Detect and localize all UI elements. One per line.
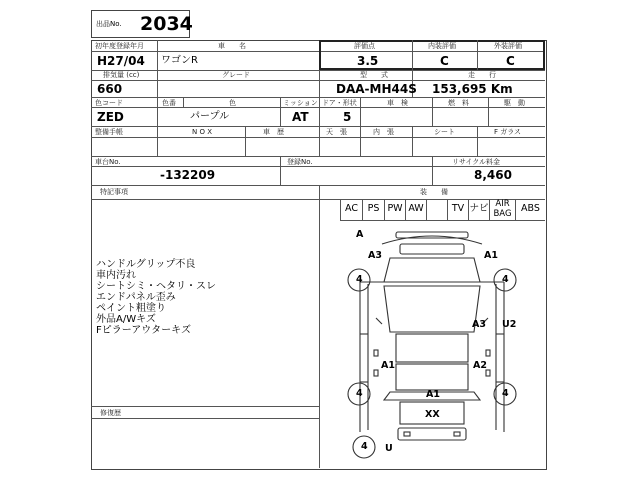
mark-a-front: A	[356, 229, 364, 240]
seat-label: シート	[434, 128, 455, 136]
mileage-value: 153,695 Km	[432, 82, 513, 96]
mileage-label: 走 行	[468, 71, 496, 79]
lot-label: 出品No.	[96, 20, 122, 28]
chassis-value: -132209	[160, 168, 216, 182]
equip-abs: ABS	[515, 199, 545, 221]
mark-a2-right-rear: A2	[473, 360, 487, 371]
equip-ac: AC	[340, 199, 362, 221]
mark-a3-left-front: A3	[368, 250, 382, 261]
displacement-value: 660	[97, 82, 123, 96]
maintenance-book-label: 整備手帳	[95, 128, 123, 136]
equip-ps: PS	[362, 199, 384, 221]
note-line: 車内汚れ	[96, 270, 136, 281]
equip-airbag: AIR BAG	[489, 199, 515, 221]
notes-label: 特記事項	[100, 188, 128, 196]
exterior-label: 外装評価	[494, 42, 522, 50]
color-label: 色	[229, 99, 236, 107]
color-code-label: 色コード	[95, 99, 123, 107]
registration-label: 登録No.	[287, 158, 313, 166]
equip-tv: TV	[447, 199, 468, 221]
car-name-value: ワゴンR	[161, 55, 198, 66]
color-value: パープル	[190, 111, 230, 122]
note-line: 外品A/Wキズ	[96, 314, 156, 325]
tire-front-left: 4	[356, 274, 363, 285]
mark-u-bottom: U	[385, 443, 393, 454]
equip-blank	[426, 199, 447, 221]
equip-navi: ナビ	[468, 199, 489, 221]
ceiling-label: 天 張	[326, 128, 347, 136]
mark-a1-rear: A1	[426, 389, 440, 400]
door-value: 5	[343, 110, 352, 124]
fuel-label: 燃 料	[448, 99, 469, 107]
equipment-label: 装 備	[420, 188, 448, 196]
model-value: DAA-MH44S	[336, 82, 417, 96]
equip-aw: AW	[405, 199, 426, 221]
grade-label: グレード	[222, 71, 250, 79]
lot-number: 2034	[140, 13, 193, 35]
tire-rear-left: 4	[356, 388, 363, 399]
note-line: ペイント粗塗り	[96, 303, 166, 314]
mission-label: ミッション	[283, 99, 318, 107]
mark-a1-right-front: A1	[484, 250, 498, 261]
car-damage-diagram	[320, 222, 544, 467]
tire-spare: 4	[361, 441, 368, 452]
nox-label: N O X	[192, 128, 212, 136]
lot-box	[91, 10, 193, 38]
mark-u2-right: U2	[502, 319, 517, 330]
exterior-value: C	[506, 54, 515, 68]
mission-value: AT	[292, 110, 309, 124]
displacement-label: 排気量 (cc)	[103, 71, 140, 79]
inspection-label: 車 検	[387, 99, 408, 107]
front-glass-label: F ガラス	[494, 128, 522, 136]
equip-pw: PW	[384, 199, 405, 221]
recycle-label: リサイクル料金	[452, 158, 501, 166]
equipment-row	[340, 199, 545, 221]
car-name-label: 車 名	[218, 42, 246, 50]
mark-a3-right: A3	[472, 319, 486, 330]
note-line: ハンドルグリップ不良	[96, 259, 196, 270]
reg-date-label: 初年度登録年月	[95, 42, 144, 50]
mark-xx-rear: XX	[425, 409, 440, 420]
model-label: 型 式	[360, 71, 388, 79]
interior-value: C	[440, 54, 449, 68]
interior-trim-label: 内 張	[373, 128, 394, 136]
color-number-label: 色番	[162, 99, 176, 107]
tire-front-right: 4	[502, 274, 509, 285]
drive-label: 駆 動	[504, 99, 525, 107]
tire-rear-right: 4	[502, 388, 509, 399]
car-history-label: 車 歴	[263, 128, 284, 136]
note-line: Fピラーアウターキズ	[96, 325, 191, 336]
score-value: 3.5	[357, 54, 379, 68]
mark-a1-left-rear: A1	[381, 360, 395, 371]
chassis-label: 車台No.	[95, 158, 121, 166]
door-shape-label: ドア・形状	[322, 99, 357, 107]
repair-history-label: 修復歴	[100, 409, 121, 417]
color-code-value: ZED	[97, 110, 124, 124]
recycle-value: 8,460	[474, 168, 512, 182]
reg-date-value: H27/04	[97, 54, 145, 68]
note-line: シートシミ・ヘタリ・スレ	[96, 281, 216, 292]
interior-label: 内装評価	[428, 42, 456, 50]
score-label: 評価点	[354, 42, 375, 50]
note-line: エンドパネル歪み	[96, 292, 176, 303]
